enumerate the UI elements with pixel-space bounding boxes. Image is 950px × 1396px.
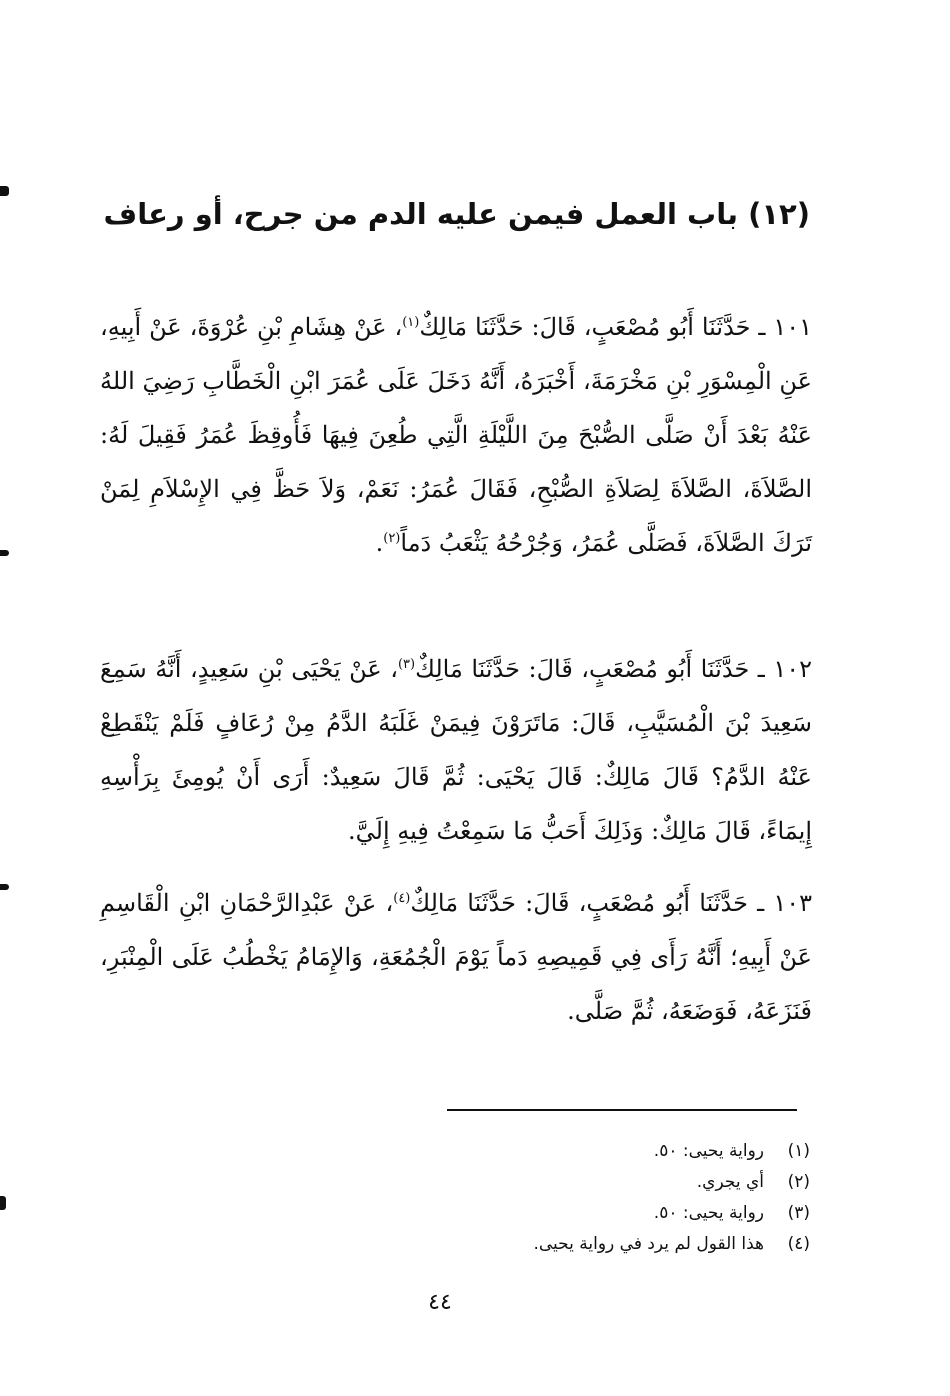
footnote-divider [447, 1109, 797, 1111]
footnote-text: هذا القول لم يرد في رواية يحيى. [533, 1234, 764, 1254]
hadith-text: ١٠٢ ـ حَدَّثَنَا أَبُو مُصْعَبٍ، قَالَ: حَدَّثَنَا مَالِكٌ [415, 655, 812, 683]
hadith-paragraph [100, 300, 812, 570]
footnote [420, 1136, 810, 1167]
footnote-text: رواية يحيى: ٥٠. [653, 1203, 764, 1223]
scan-edge-mark [0, 186, 9, 196]
footnote-number: (١) [787, 1141, 810, 1161]
footnote [420, 1198, 810, 1229]
hadith-text: ١٠١ ـ حَدَّثَنَا أَبُو مُصْعَبٍ، قَالَ: حَدَّثَنَا مَالِكٌ [419, 313, 813, 341]
footnote-number: (٣) [787, 1203, 810, 1223]
footnote [420, 1167, 810, 1198]
hadith-text: . [375, 529, 384, 557]
footnote-ref: (١) [402, 315, 420, 330]
scan-edge-mark [0, 1196, 6, 1210]
footnote-ref: (٤) [393, 891, 411, 906]
footnote-number: (٤) [787, 1234, 810, 1254]
page-number: ٤٤ [428, 1290, 452, 1315]
hadith-paragraph [100, 642, 812, 858]
footnotes [420, 1136, 810, 1260]
hadith-text: ١٠٣ ـ حَدَّثَنَا أَبُو مُصْعَبٍ، قَالَ: حَدَّثَنَا مَالِكٌ [410, 889, 813, 917]
chapter-title: (١٢) باب العمل فيمن عليه الدم من جرح، أو رعاف [103, 197, 810, 231]
scan-edge-mark [0, 550, 9, 556]
footnote-ref: (٣) [397, 657, 416, 672]
footnote-text: أي يجري. [696, 1172, 764, 1192]
footnote-number: (٢) [787, 1172, 810, 1192]
footnote-ref: (٢) [383, 531, 401, 546]
scan-edge-mark [0, 884, 9, 890]
footnote [420, 1229, 810, 1260]
hadith-text: ، عَنْ عَبْدِالرَّحْمَانِ ابْنِ الْقَاسِمِ عَنْ أَبِيهِ؛ أَنَّهُ رَأَى فِي قَمِيصِهِ دَماً يَوْمَ الْجُمُعَةِ، وَالإِمَامُ يَخْطُبُ عَلَى الْمِنْبَرِ، فَنَزَعَهُ، فَوَضَعَهُ، ثُمَّ صَلَّى. [100, 889, 812, 1025]
footnote-text: رواية يحيى: ٥٠. [653, 1141, 764, 1161]
hadith-text: ، عَنْ هِشَامِ بْنِ عُرْوَةَ، عَنْ أَبِيهِ، عَنِ الْمِسْوَرِ بْنِ مَخْرَمَةَ، أَخْبَرَهُ، أَنَّهُ دَخَلَ عَلَى عُمَرَ ابْنِ الْخَطَّابِ رَضِيَ اللهُ عَنْهُ بَعْدَ أَنْ صَلَّى الصُّبْحَ مِنَ اللَّيْلَةِ الَّتِي طُعِنَ فِيهَا فَأُوقِظَ عُمَرُ فَقِيلَ لَهُ: الصَّلاَةَ، الصَّلاَةَ لِصَلاَةِ الصُّبْحِ، فَقَالَ عُمَرُ: نَعَمْ، وَلاَ حَظَّ فِي الإِسْلاَمِ لِمَنْ تَرَكَ الصَّلاَةَ، فَصَلَّى عُمَرُ، وَجُرْحُهُ يَثْعَبُ دَماً [100, 313, 813, 557]
hadith-text: ، عَنْ يَحْيَى بْنِ سَعِيدٍ، أَنَّهُ سَمِعَ سَعِيدَ بْنَ الْمُسَيَّبِ، قَالَ: مَاتَرَوْنَ فِيمَنْ غَلَبَهُ الدَّمُ مِنْ رُعَافٍ فَلَمْ يَنْقَطِعْ عَنْهُ الدَّمُ؟ قَالَ مَالِكٌ: قَالَ يَحْيَى: ثُمَّ قَالَ سَعِيدٌ: أَرَى أَنْ يُومِئَ بِرَأْسِهِ إِيمَاءً، قَالَ مَالِكٌ: وَذَلِكَ أَحَبُّ مَا سَمِعْتُ فِيهِ إِلَيَّ. [100, 655, 812, 845]
hadith-paragraph [100, 876, 812, 1038]
